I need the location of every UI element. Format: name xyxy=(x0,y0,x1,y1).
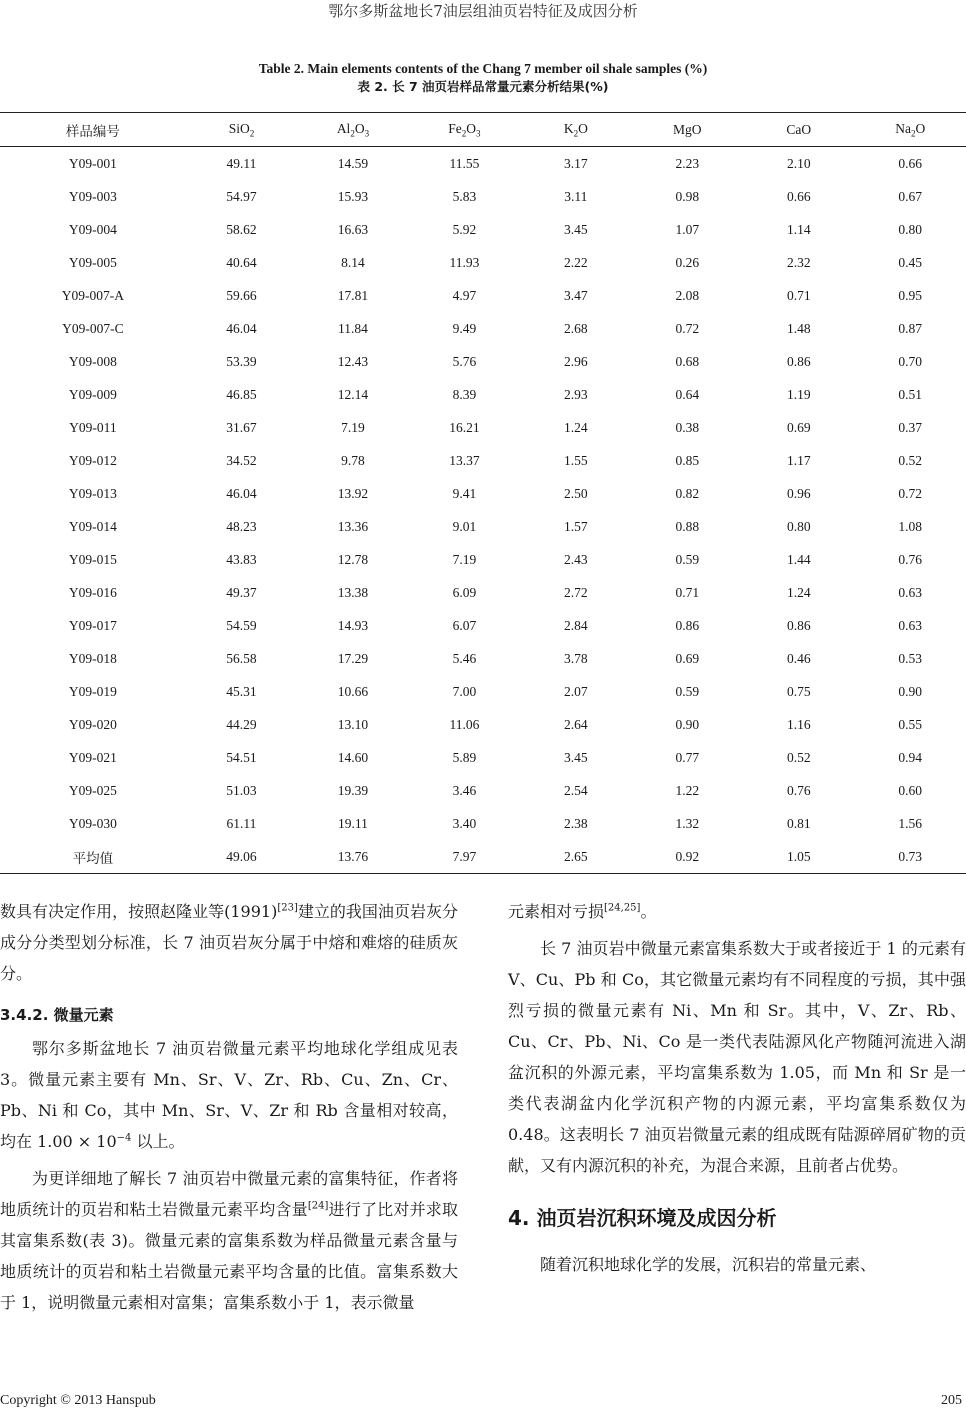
left-paragraph-2: 鄂尔多斯盆地长 7 油页岩微量元素平均地球化学组成见表 3。微量元素主要有 Mn、Sr、V、Zr、Rb、Cu、Zn、Cr、Pb、Ni 和 Co，其中 Mn、Sr、V、Zr 和 Rb 含量相对较高，均在 $1.00 \times 10^{-4}$ 以上。 xyxy=(0,1039,458,1151)
elements-table xyxy=(0,112,966,874)
value-cell: 0.81 xyxy=(786,815,811,831)
value-cell: 0.52 xyxy=(786,749,811,765)
value-cell: 16.63 xyxy=(337,221,369,237)
sample-id-cell: Y09-007-A xyxy=(61,287,124,303)
value-cell: 3.47 xyxy=(564,287,588,303)
value-cell: 1.07 xyxy=(675,221,700,237)
value-cell: 0.87 xyxy=(898,320,923,336)
column-header-sio2: SiO$_2$ xyxy=(228,120,255,139)
value-cell: 0.80 xyxy=(898,221,923,237)
value-cell: 34.52 xyxy=(226,452,257,468)
value-cell: 0.38 xyxy=(675,419,700,435)
sample-id-cell: Y09-017 xyxy=(68,617,117,633)
section-heading-4: 4. 油页岩沉积环境及成因分析 xyxy=(508,1206,777,1230)
table-row xyxy=(0,807,966,840)
value-cell: 0.72 xyxy=(898,485,923,501)
value-cell: 9.49 xyxy=(452,320,477,336)
value-cell: 0.63 xyxy=(898,584,923,600)
value-cell: 2.08 xyxy=(675,287,700,303)
running-header: 鄂尔多斯盆地长7油层组油页岩特征及成因分析 xyxy=(328,2,638,20)
value-cell: 3.11 xyxy=(564,188,588,204)
section-heading-3-4-2: 3.4.2. 微量元素 xyxy=(0,1006,114,1024)
value-cell: 8.14 xyxy=(341,254,365,270)
value-cell: 61.11 xyxy=(226,815,257,831)
value-cell: 2.07 xyxy=(564,683,588,699)
value-cell: 0.92 xyxy=(675,848,700,864)
sample-id-cell: Y09-008 xyxy=(68,353,117,369)
value-cell: 19.11 xyxy=(338,815,368,831)
value-cell: 0.88 xyxy=(675,518,700,534)
footer-copyright: Copyright © 2013 Hanspub xyxy=(0,1393,156,1408)
sample-id-cell: Y09-013 xyxy=(68,485,117,501)
table-row xyxy=(0,411,966,444)
value-cell: 49.06 xyxy=(226,848,257,864)
value-cell: 0.90 xyxy=(675,716,700,732)
value-cell: 13.92 xyxy=(337,485,369,501)
value-cell: 14.93 xyxy=(337,617,369,633)
value-cell: 2.96 xyxy=(564,353,588,369)
value-cell: 0.75 xyxy=(786,683,811,699)
value-cell: 0.45 xyxy=(898,254,923,270)
value-cell: 58.62 xyxy=(226,221,257,237)
value-cell: 1.16 xyxy=(786,716,811,732)
value-cell: 0.98 xyxy=(675,188,700,204)
sample-id-cell: Y09-018 xyxy=(68,650,117,666)
value-cell: 7.97 xyxy=(452,848,477,864)
value-cell: 9.01 xyxy=(452,518,477,534)
value-cell: 0.77 xyxy=(675,749,700,765)
value-cell: 7.19 xyxy=(341,419,365,435)
value-cell: 12.14 xyxy=(337,386,369,402)
right-paragraph-1: 元素相对亏损[24,25]。 xyxy=(508,902,657,921)
value-cell: 5.46 xyxy=(452,650,477,666)
value-cell: 2.93 xyxy=(564,386,588,402)
value-cell: 16.21 xyxy=(449,419,480,435)
value-cell: 13.37 xyxy=(449,452,480,468)
value-cell: 59.66 xyxy=(226,287,257,303)
value-cell: 2.68 xyxy=(564,320,588,336)
sample-id-cell: Y09-003 xyxy=(68,188,117,204)
value-cell: 0.80 xyxy=(786,518,811,534)
sample-id-cell: Y09-014 xyxy=(68,518,117,534)
value-cell: 0.86 xyxy=(786,353,811,369)
value-cell: 0.52 xyxy=(898,452,923,468)
table-row xyxy=(0,279,966,312)
value-cell: 1.19 xyxy=(786,386,811,402)
value-cell: 0.86 xyxy=(675,617,700,633)
value-cell: 6.09 xyxy=(452,584,477,600)
right-text-column xyxy=(508,896,966,1280)
value-cell: 3.78 xyxy=(564,650,588,666)
value-cell: 5.76 xyxy=(452,353,477,369)
sample-id-cell: Y09-001 xyxy=(68,155,117,171)
value-cell: 9.41 xyxy=(452,485,477,501)
value-cell: 3.45 xyxy=(564,749,588,765)
left-paragraph-3: 为更详细地了解长 7 油页岩中微量元素的富集特征，作者将地质统计的页岩和粘土岩微量元素平均含量[24]进行了比对并求取其富集系数(表 3)。微量元素的富集系数为样品微量元素含量与地质统计的页岩和粘土岩微量元素平均含量的比值。富集系数大于 1，说明微量元素相对富集；富集系数小于 1，表示微量 xyxy=(0,1169,458,1312)
value-cell: 1.44 xyxy=(786,551,811,567)
value-cell: 2.43 xyxy=(564,551,588,567)
value-cell: 1.22 xyxy=(675,782,700,798)
table-row xyxy=(0,246,966,279)
column-header-na2o: $Na_2O$ xyxy=(895,120,926,139)
value-cell: 1.24 xyxy=(786,584,811,600)
sample-id-cell: Y09-015 xyxy=(68,551,117,567)
value-cell: 1.14 xyxy=(786,221,811,237)
left-paragraph-1: 数具有决定作用，按照赵隆业等(1991)[23]建立的我国油页岩灰分成分分类型划分标准，长 7 油页岩灰分属于中熔和难熔的硅质灰分。 xyxy=(0,902,458,983)
column-header-cao: CaO xyxy=(786,121,812,137)
value-cell: 0.59 xyxy=(675,551,700,567)
value-cell: 2.54 xyxy=(564,782,588,798)
sample-id-cell: Y09-004 xyxy=(68,221,117,237)
table-row xyxy=(0,510,966,543)
value-cell: 10.66 xyxy=(337,683,369,699)
column-header-mgo: MgO xyxy=(673,121,702,137)
table-row xyxy=(0,576,966,609)
left-text-column xyxy=(0,896,458,1318)
value-cell: 56.58 xyxy=(226,650,257,666)
table-row xyxy=(0,840,966,874)
value-cell: 2.38 xyxy=(564,815,588,831)
value-cell: 13.10 xyxy=(337,716,369,732)
value-cell: 14.59 xyxy=(337,155,369,171)
value-cell: 0.26 xyxy=(675,254,700,270)
value-cell: 17.81 xyxy=(337,287,369,303)
value-cell: 1.56 xyxy=(898,815,923,831)
footer-page-number: 205 xyxy=(941,1393,962,1408)
right-paragraph-2: 长 7 油页岩中微量元素富集系数大于或者接近于 1 的元素有 V、Cu、Pb 和 Co，其它微量元素均有不同程度的亏损，其中强烈亏损的微量元素有 Ni、Mn 和 Sr。其中，V、Zr、Rb、Cu、Cr、Pb、Ni、Co 是一类代表陆源风化产物随河流进入湖盆沉积的外源元素，平均富集系数为 1.05，而 Mn 和 Sr 是一类代表湖盆内化学沉积产物的内源元素，平均富集系数仅为 0.48。这表明长 7 油页岩微量元素的组成既有陆源碎屑矿物的贡献，又有内源沉积的补充，为混合来源，且前者占优势。 xyxy=(508,939,966,1175)
value-cell: 31.67 xyxy=(226,419,257,435)
sample-id-cell: Y09-025 xyxy=(68,782,117,798)
table-row xyxy=(0,444,966,477)
table-row xyxy=(0,543,966,576)
value-cell: 3.46 xyxy=(452,782,477,798)
value-cell: 0.46 xyxy=(786,650,811,666)
sample-id-cell: Y09-019 xyxy=(68,683,117,699)
value-cell: 46.85 xyxy=(226,386,257,402)
value-cell: 1.05 xyxy=(786,848,811,864)
table-row xyxy=(0,213,966,246)
table-caption-en: Table 2. Main elements contents of the Chang 7 member oil shale samples (%) xyxy=(258,61,708,76)
value-cell: 46.04 xyxy=(226,485,257,501)
sample-id-cell: Y09-009 xyxy=(68,386,117,402)
value-cell: 0.60 xyxy=(898,782,923,798)
value-cell: 44.29 xyxy=(226,716,257,732)
value-cell: 7.19 xyxy=(452,551,477,567)
table-header-row xyxy=(0,113,966,147)
value-cell: 7.00 xyxy=(452,683,477,699)
value-cell: 13.36 xyxy=(337,518,369,534)
value-cell: 51.03 xyxy=(226,782,257,798)
value-cell: 3.17 xyxy=(564,155,588,171)
value-cell: 0.59 xyxy=(675,683,700,699)
value-cell: 45.31 xyxy=(226,683,257,699)
value-cell: 2.84 xyxy=(564,617,588,633)
sample-id-cell: Y09-011 xyxy=(69,419,117,435)
table-row xyxy=(0,345,966,378)
value-cell: 0.71 xyxy=(786,287,811,303)
value-cell: 54.97 xyxy=(226,188,257,204)
table-caption-zh: 表 2. 长 7 油页岩样品常量元素分析结果(%) xyxy=(357,79,609,94)
table-row xyxy=(0,147,966,181)
value-cell: 1.57 xyxy=(564,518,588,534)
table-row xyxy=(0,642,966,675)
value-cell: 0.69 xyxy=(675,650,700,666)
value-cell: 0.53 xyxy=(898,650,923,666)
value-cell: 46.04 xyxy=(226,320,257,336)
sample-id-cell: Y09-005 xyxy=(68,254,117,270)
sample-id-cell: 平均值 xyxy=(72,850,114,866)
value-cell: 54.51 xyxy=(226,749,257,765)
table-row xyxy=(0,774,966,807)
value-cell: 8.39 xyxy=(452,386,477,402)
value-cell: 1.08 xyxy=(898,518,923,534)
value-cell: 0.82 xyxy=(675,485,700,501)
value-cell: 1.32 xyxy=(675,815,700,831)
value-cell: 49.37 xyxy=(226,584,257,600)
value-cell: 4.97 xyxy=(452,287,477,303)
right-paragraph-3: 随着沉积地球化学的发展，沉积岩的常量元素、 xyxy=(540,1255,877,1274)
value-cell: 2.10 xyxy=(786,155,811,171)
value-cell: 0.71 xyxy=(675,584,700,600)
value-cell: 11.93 xyxy=(449,254,480,270)
value-cell: 3.45 xyxy=(564,221,588,237)
value-cell: 2.22 xyxy=(564,254,588,270)
value-cell: 0.96 xyxy=(786,485,811,501)
table-row xyxy=(0,609,966,642)
column-header-sample-id: 样品编号 xyxy=(65,123,120,139)
table-row xyxy=(0,312,966,345)
value-cell: 0.67 xyxy=(898,188,923,204)
column-header-al2o3: $Al_2O_3$ xyxy=(336,120,370,139)
value-cell: 43.83 xyxy=(226,551,257,567)
value-cell: 0.51 xyxy=(898,386,923,402)
value-cell: 12.43 xyxy=(337,353,369,369)
value-cell: 11.06 xyxy=(449,716,480,732)
sample-id-cell: Y09-012 xyxy=(68,452,117,468)
table-row xyxy=(0,180,966,213)
sample-id-cell: Y09-020 xyxy=(68,716,117,732)
sample-id-cell: Y09-021 xyxy=(68,749,117,765)
value-cell: 2.32 xyxy=(786,254,811,270)
table-row xyxy=(0,675,966,708)
value-cell: 6.07 xyxy=(452,617,477,633)
value-cell: 9.78 xyxy=(341,452,365,468)
value-cell: 5.83 xyxy=(452,188,477,204)
value-cell: 0.70 xyxy=(898,353,923,369)
value-cell: 2.64 xyxy=(564,716,588,732)
value-cell: 0.37 xyxy=(898,419,923,435)
table-body xyxy=(0,147,966,874)
value-cell: 5.89 xyxy=(452,749,477,765)
value-cell: 49.11 xyxy=(226,155,257,171)
value-cell: 19.39 xyxy=(337,782,369,798)
value-cell: 2.23 xyxy=(675,155,700,171)
value-cell: 54.59 xyxy=(226,617,257,633)
value-cell: 0.76 xyxy=(786,782,811,798)
value-cell: 0.94 xyxy=(898,749,923,765)
value-cell: 5.92 xyxy=(452,221,477,237)
value-cell: 0.86 xyxy=(786,617,811,633)
value-cell: 0.69 xyxy=(786,419,811,435)
sample-id-cell: Y09-007-C xyxy=(62,320,124,336)
table-row xyxy=(0,378,966,411)
value-cell: 0.76 xyxy=(898,551,923,567)
value-cell: 0.72 xyxy=(675,320,700,336)
column-header-k2o: $K_2O$ xyxy=(563,120,588,139)
value-cell: 0.68 xyxy=(675,353,700,369)
value-cell: 0.85 xyxy=(675,452,700,468)
value-cell: 0.66 xyxy=(898,155,923,171)
value-cell: 11.55 xyxy=(449,155,480,171)
value-cell: 11.84 xyxy=(338,320,368,336)
value-cell: 13.38 xyxy=(337,584,369,600)
table-row xyxy=(0,477,966,510)
value-cell: 13.76 xyxy=(337,848,369,864)
value-cell: 1.55 xyxy=(564,452,588,468)
value-cell: 0.66 xyxy=(786,188,811,204)
value-cell: 53.39 xyxy=(226,353,257,369)
value-cell: 17.29 xyxy=(337,650,369,666)
value-cell: 15.93 xyxy=(337,188,369,204)
table-row xyxy=(0,741,966,774)
value-cell: 0.73 xyxy=(898,848,923,864)
value-cell: 0.95 xyxy=(898,287,923,303)
sample-id-cell: Y09-030 xyxy=(68,815,117,831)
value-cell: 48.23 xyxy=(226,518,257,534)
value-cell: 2.65 xyxy=(564,848,588,864)
value-cell: 1.48 xyxy=(786,320,811,336)
value-cell: 1.17 xyxy=(786,452,811,468)
table-row xyxy=(0,708,966,741)
value-cell: 14.60 xyxy=(337,749,369,765)
value-cell: 40.64 xyxy=(226,254,257,270)
value-cell: 0.63 xyxy=(898,617,923,633)
value-cell: 1.24 xyxy=(564,419,588,435)
value-cell: 3.40 xyxy=(452,815,477,831)
value-cell: 2.72 xyxy=(564,584,588,600)
value-cell: 12.78 xyxy=(337,551,369,567)
value-cell: 0.55 xyxy=(898,716,923,732)
value-cell: 0.90 xyxy=(898,683,923,699)
sample-id-cell: Y09-016 xyxy=(68,584,117,600)
value-cell: 0.64 xyxy=(675,386,700,402)
column-header-fe2o3: $Fe_2O_3$ xyxy=(448,120,481,139)
value-cell: 2.50 xyxy=(564,485,588,501)
